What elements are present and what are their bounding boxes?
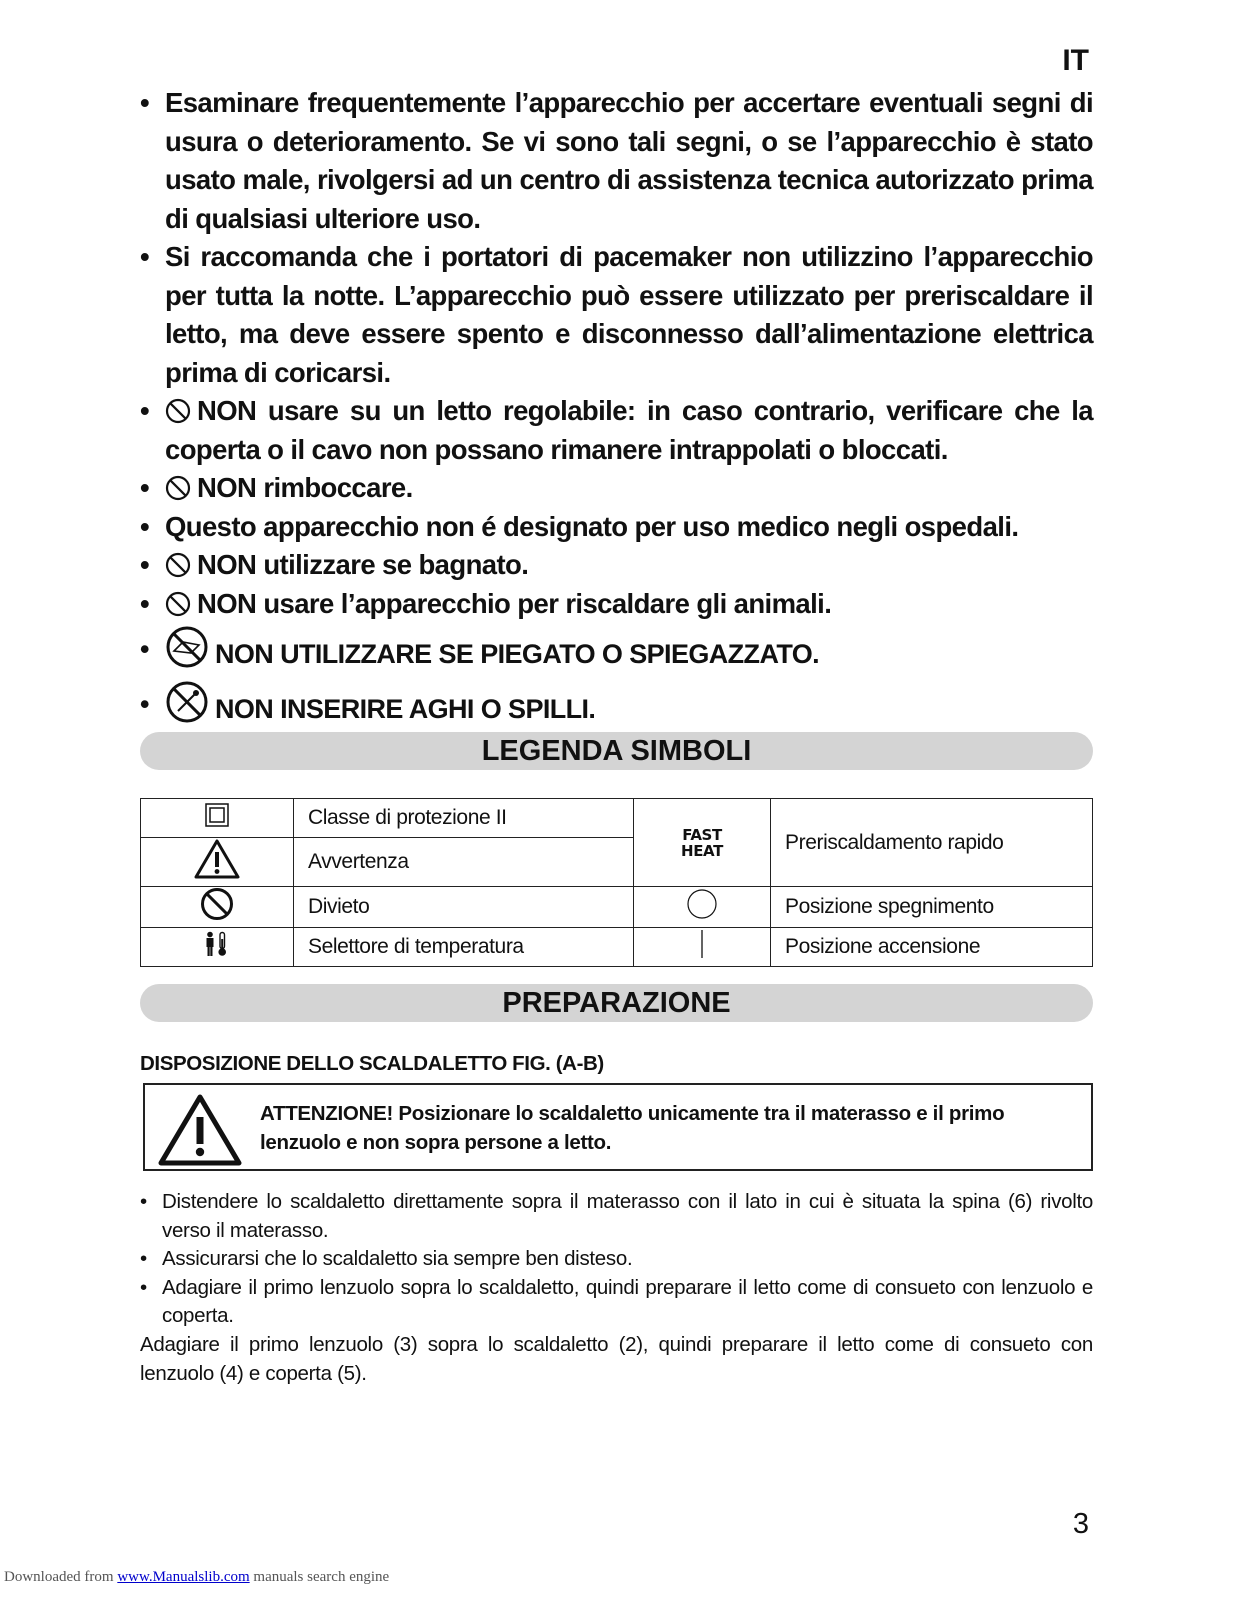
legend-title: LEGENDA SIMBOLI (140, 732, 1093, 770)
warning-item: • NON UTILIZZARE SE PIEGATO O SPIEGAZZATO. (140, 625, 1093, 678)
legend-symbol-cell (634, 887, 771, 928)
fast-heat-icon: FAST HEAT (681, 825, 723, 860)
warning-item: • NON INSERIRE AGHI O SPILLI. (140, 680, 1093, 733)
legend-label: Posizione spegnimento (771, 887, 1093, 928)
legend-label: Posizione accensione (771, 928, 1093, 967)
warning-item: • NON usare l’apparecchio per riscaldare gli animali. (140, 585, 1093, 624)
no-pins-icon (165, 680, 209, 724)
legend-label: Divieto (294, 887, 634, 928)
footer-prefix: Downloaded from (4, 1569, 118, 1585)
legend-symbol-cell (634, 799, 771, 887)
warning-item: • NON usare su un letto regolabile: in caso contrario, verificare che la coperta o il cavo non possano rimanere intrappolati o bloccati. (140, 392, 1093, 469)
class-ii-icon (205, 803, 229, 827)
table-row (141, 799, 1093, 838)
legend-label: Avvertenza (294, 838, 634, 887)
preparation-title: PREPARAZIONE (140, 984, 1093, 1022)
warning-triangle-icon (194, 838, 240, 880)
legend-symbol-cell (141, 838, 294, 887)
warning-item: • NON rimboccare. (140, 469, 1093, 508)
page-number: 3 (1072, 1508, 1089, 1540)
preparation-list (140, 1188, 1093, 1331)
list-item: • Distendere lo scaldaletto direttamente sopra il materasso con il lato in cui è situata la spina (6) rivolto verso il materasso. (140, 1188, 1093, 1245)
table-row (141, 887, 1093, 928)
warning-list (140, 84, 1093, 733)
legend-symbol-cell (141, 928, 294, 967)
language-code: IT (1062, 44, 1089, 77)
download-footer (4, 1569, 389, 1586)
warning-item: • NON utilizzare se bagnato. (140, 546, 1093, 585)
warning-item: • Questo apparecchio non é designato per uso medico negli ospedali. (140, 508, 1093, 547)
manualslib-link[interactable]: www.Manualslib.com (117, 1569, 250, 1585)
prohibition-icon (165, 475, 191, 501)
attention-box (143, 1083, 1093, 1171)
prohibition-icon (165, 591, 191, 617)
temperature-selector-icon (205, 931, 229, 957)
legend-label: Selettore di temperatura (294, 928, 634, 967)
off-circle-icon (686, 888, 718, 920)
preparation-paragraph: Adagiare il primo lenzuolo (3) sopra lo scaldaletto (2), quindi preparare il letto come di consueto con lenzuolo (4) e coperta (5). (140, 1333, 1093, 1385)
prohibition-icon (165, 552, 191, 578)
footer-suffix: manuals search engine (249, 1569, 390, 1585)
legend-symbol-cell (141, 799, 294, 838)
prohibition-icon (200, 887, 234, 921)
legend-symbol-cell (141, 887, 294, 928)
legend-symbol-cell (634, 928, 771, 967)
on-line-icon (699, 929, 705, 959)
no-folding-icon (165, 625, 209, 669)
legend-label: Classe di protezione II (294, 799, 634, 838)
warning-item: • Esaminare frequentemente l’apparecchio per accertare eventuali segni di usura o deterioramento. Se vi sono tali segni, o se l’apparecchio è stato usato male, rivolgersi ad un centro di assistenza tecnica autorizzato prima di qualsiasi ulteriore uso. (140, 84, 1093, 238)
table-row (141, 928, 1093, 967)
section-subheading: DISPOSIZIONE DELLO SCALDALETTO FIG. (A-B) (140, 1052, 604, 1075)
warning-item: • Si raccomanda che i portatori di pacemaker non utilizzino l’apparecchio per tutta la notte. L’apparecchio può essere utilizzato per preriscaldare il letto, ma deve essere spento e disconnesso dall’alimentazione elettrica prima di coricarsi. (140, 238, 1093, 392)
prohibition-icon (165, 398, 191, 424)
list-item: • Adagiare il primo lenzuolo sopra lo scaldaletto, quindi preparare il letto come di consueto con lenzuolo e coperta. (140, 1274, 1093, 1331)
list-item: • Assicurarsi che lo scaldaletto sia sempre ben disteso. (140, 1245, 1093, 1274)
attention-text: ATTENZIONE! Posizionare lo scaldaletto unicamente tra il materasso e il primo lenzuolo e non sopra persone a letto. (260, 1102, 1005, 1154)
legend-label: Preriscaldamento rapido (771, 799, 1093, 887)
warning-triangle-icon (157, 1093, 243, 1167)
symbol-legend-table (140, 798, 1093, 967)
